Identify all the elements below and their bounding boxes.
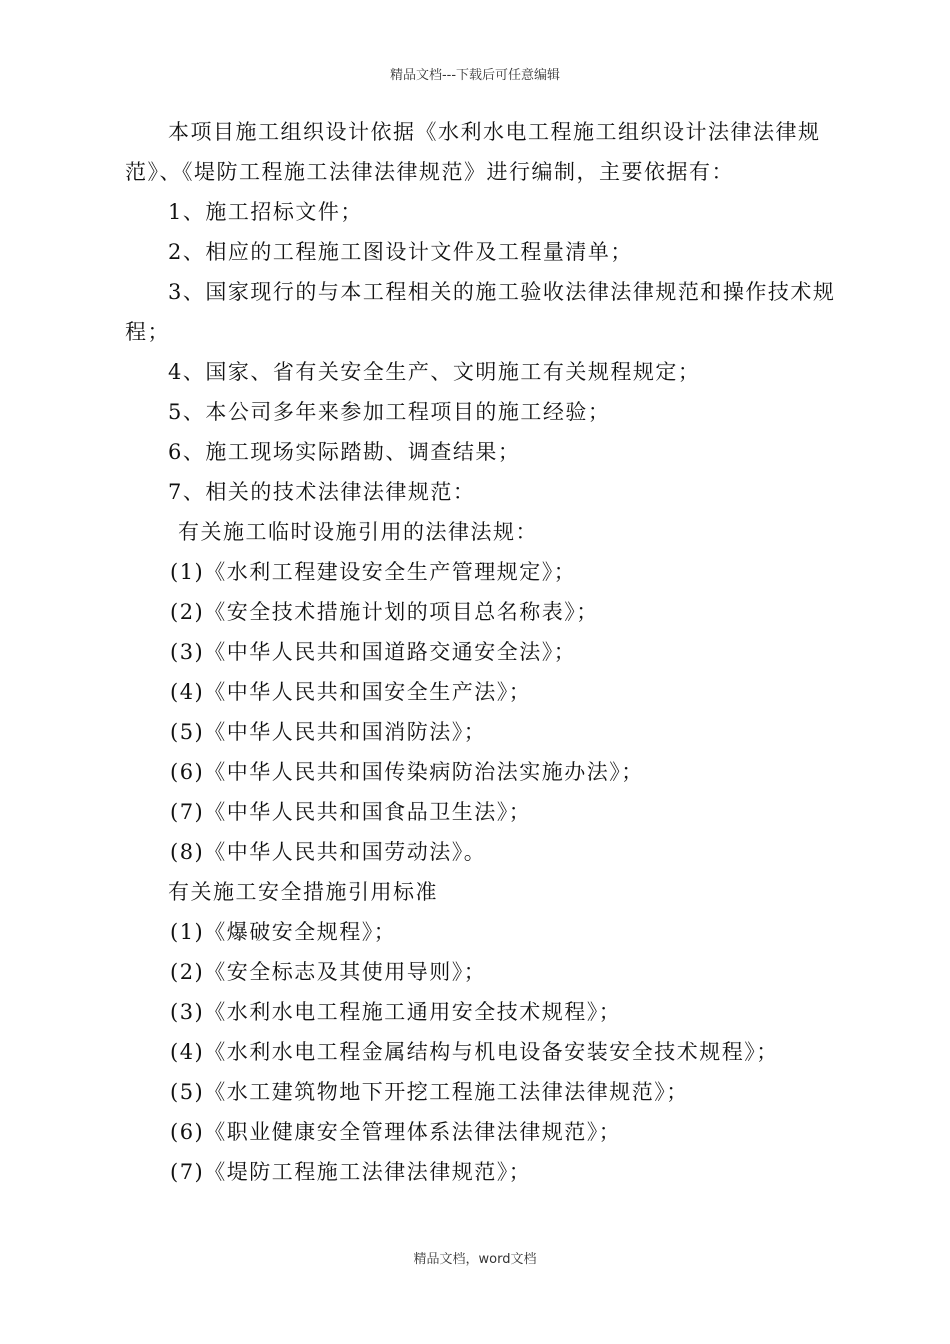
basis-item-7: 7、相关的技术法律法律规范： [168,480,476,504]
basis-item-2: 2、相应的工程施工图设计文件及工程量清单； [168,240,633,264]
safety-standards-item: (5)《水工建筑物地下开挖工程施工法律法律规范》； [170,1080,689,1104]
intro-line-1: 本项目施工组织设计依据《水利水电工程施工组织设计法律法律规 [168,120,821,144]
temp-facilities-item: (8)《中华人民共和国劳动法》。 [170,840,487,864]
basis-item-5: 5、本公司多年来参加工程项目的施工经验； [168,400,611,424]
basis-item-3-continued: 程； [125,320,170,344]
basis-item-1: 1、施工招标文件； [168,200,363,224]
temp-facilities-item: (5)《中华人民共和国消防法》； [170,720,487,744]
basis-item-6: 6、施工现场实际踏勘、调查结果； [168,440,521,464]
temp-facilities-item: (1)《水利工程建设安全生产管理规定》； [170,560,577,584]
temp-facilities-heading: 有关施工临时设施引用的法律法规： [178,520,538,544]
temp-facilities-item: (2)《安全技术措施计划的项目总名称表》； [170,600,599,624]
page-header: 精品文档---下载后可任意编辑 [389,68,561,83]
temp-facilities-item: (7)《中华人民共和国食品卫生法》； [170,800,532,824]
basis-item-3: 3、国家现行的与本工程相关的施工验收法律法律规范和操作技术规 [168,280,836,304]
temp-facilities-item: (3)《中华人民共和国道路交通安全法》； [170,640,577,664]
safety-standards-item: (1)《爆破安全规程》； [170,920,397,944]
basis-item-4: 4、国家、省有关安全生产、文明施工有关规程规定； [168,360,701,384]
safety-standards-item: (7)《堤防工程施工法律法律规范》； [170,1160,532,1184]
safety-standards-item: (3)《水利水电工程施工通用安全技术规程》； [170,1000,622,1024]
temp-facilities-item: (6)《中华人民共和国传染病防治法实施办法》； [170,760,644,784]
safety-standards-item: (4)《水利水电工程金属结构与机电设备安装安全技术规程》； [170,1040,779,1064]
safety-standards-item: (2)《安全标志及其使用导则》； [170,960,487,984]
intro-line-2: 范》、《堤防工程施工法律法律规范》进行编制，主要依据有： [125,160,734,184]
page-footer: 精品文档，word文档 [413,1252,537,1267]
safety-standards-heading: 有关施工安全措施引用标准 [168,880,438,904]
safety-standards-item: (6)《职业健康安全管理体系法律法律规范》； [170,1120,622,1144]
temp-facilities-item: (4)《中华人民共和国安全生产法》； [170,680,532,704]
